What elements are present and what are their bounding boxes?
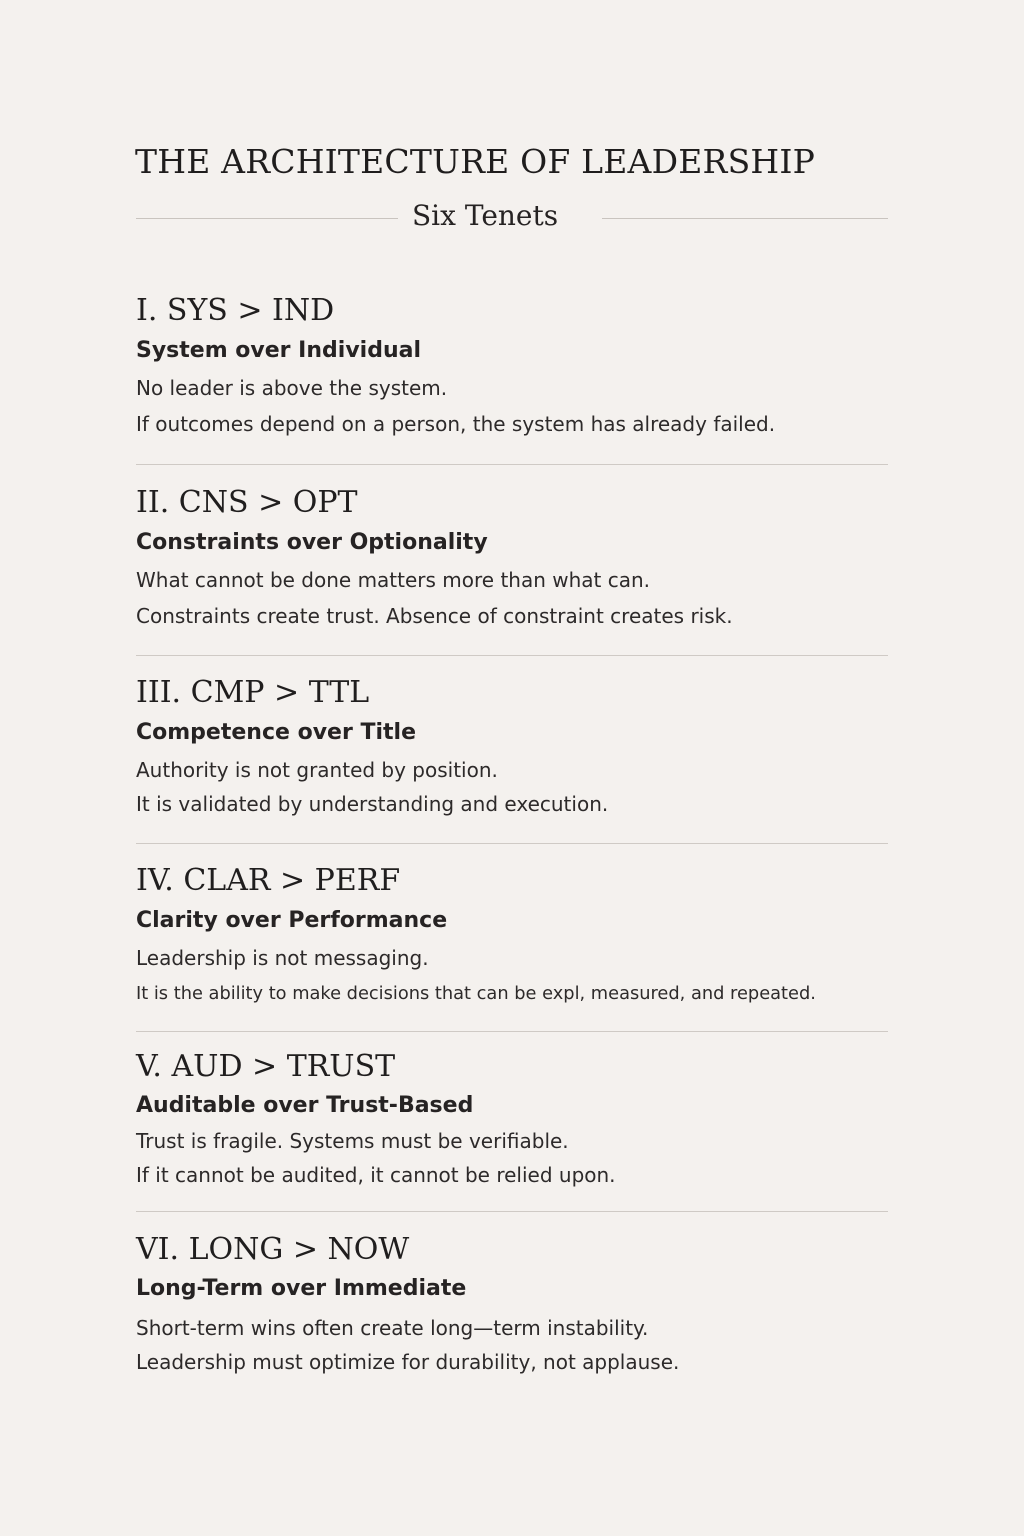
tenet-4 — [136, 862, 936, 1004]
tenet-text-line: Authority is not granted by position. — [136, 758, 498, 782]
tenet-name: System over Individual — [136, 338, 422, 363]
tenet-heading: IV. CLAR > PERF — [136, 863, 401, 898]
subtitle-rule-right — [602, 218, 888, 219]
section-divider — [136, 843, 888, 844]
tenet-name: Competence over Title — [136, 720, 416, 745]
tenet-text-line: Trust is fragile. Systems must be verifiable. — [136, 1129, 569, 1153]
tenet-heading: V. AUD > TRUST — [136, 1049, 396, 1084]
section-divider — [136, 1211, 888, 1212]
tenet-name: Auditable over Trust-Based — [136, 1093, 474, 1118]
tenet-6 — [136, 1231, 936, 1374]
tenet-5 — [136, 1048, 936, 1187]
section-divider — [136, 1031, 888, 1032]
document-subtitle: Six Tenets — [412, 199, 559, 232]
tenet-3 — [136, 674, 936, 816]
tenet-text-line: Short-term wins often create long—term instability. — [136, 1316, 649, 1340]
document-title: THE ARCHITECTURE OF LEADERSHIP — [135, 142, 816, 181]
subtitle-row — [136, 196, 888, 236]
tenet-1 — [136, 292, 936, 436]
tenet-text-line: No leader is above the system. — [136, 376, 448, 400]
tenet-name: Constraints over Optionality — [136, 530, 488, 555]
tenet-text-line: It is the ability to make decisions that can be expl, measured, and repeated. — [136, 983, 816, 1004]
tenet-text-line: Constraints create trust. Absence of constraint creates risk. — [136, 604, 733, 628]
tenet-heading: II. CNS > OPT — [136, 485, 358, 520]
tenet-name: Long-Term over Immediate — [136, 1276, 467, 1301]
tenet-text-line: If outcomes depend on a person, the system has already failed. — [136, 412, 776, 436]
tenet-heading: VI. LONG > NOW — [136, 1232, 410, 1267]
tenet-text-line: Leadership must optimize for durability, not applause. — [136, 1350, 680, 1374]
tenet-name: Clarity over Performance — [136, 908, 448, 933]
tenet-heading: III. CMP > TTL — [136, 675, 370, 710]
tenet-heading: I. SYS > IND — [136, 293, 335, 328]
section-divider — [136, 655, 888, 656]
tenet-text-line: It is validated by understanding and execution. — [136, 792, 609, 816]
tenet-text-line: Leadership is not messaging. — [136, 946, 429, 970]
subtitle-rule-left — [136, 218, 398, 219]
tenet-text-line: If it cannot be audited, it cannot be relied upon. — [136, 1163, 616, 1187]
tenet-2 — [136, 484, 936, 628]
tenet-text-line: What cannot be done matters more than what can. — [136, 568, 651, 592]
section-divider — [136, 464, 888, 465]
